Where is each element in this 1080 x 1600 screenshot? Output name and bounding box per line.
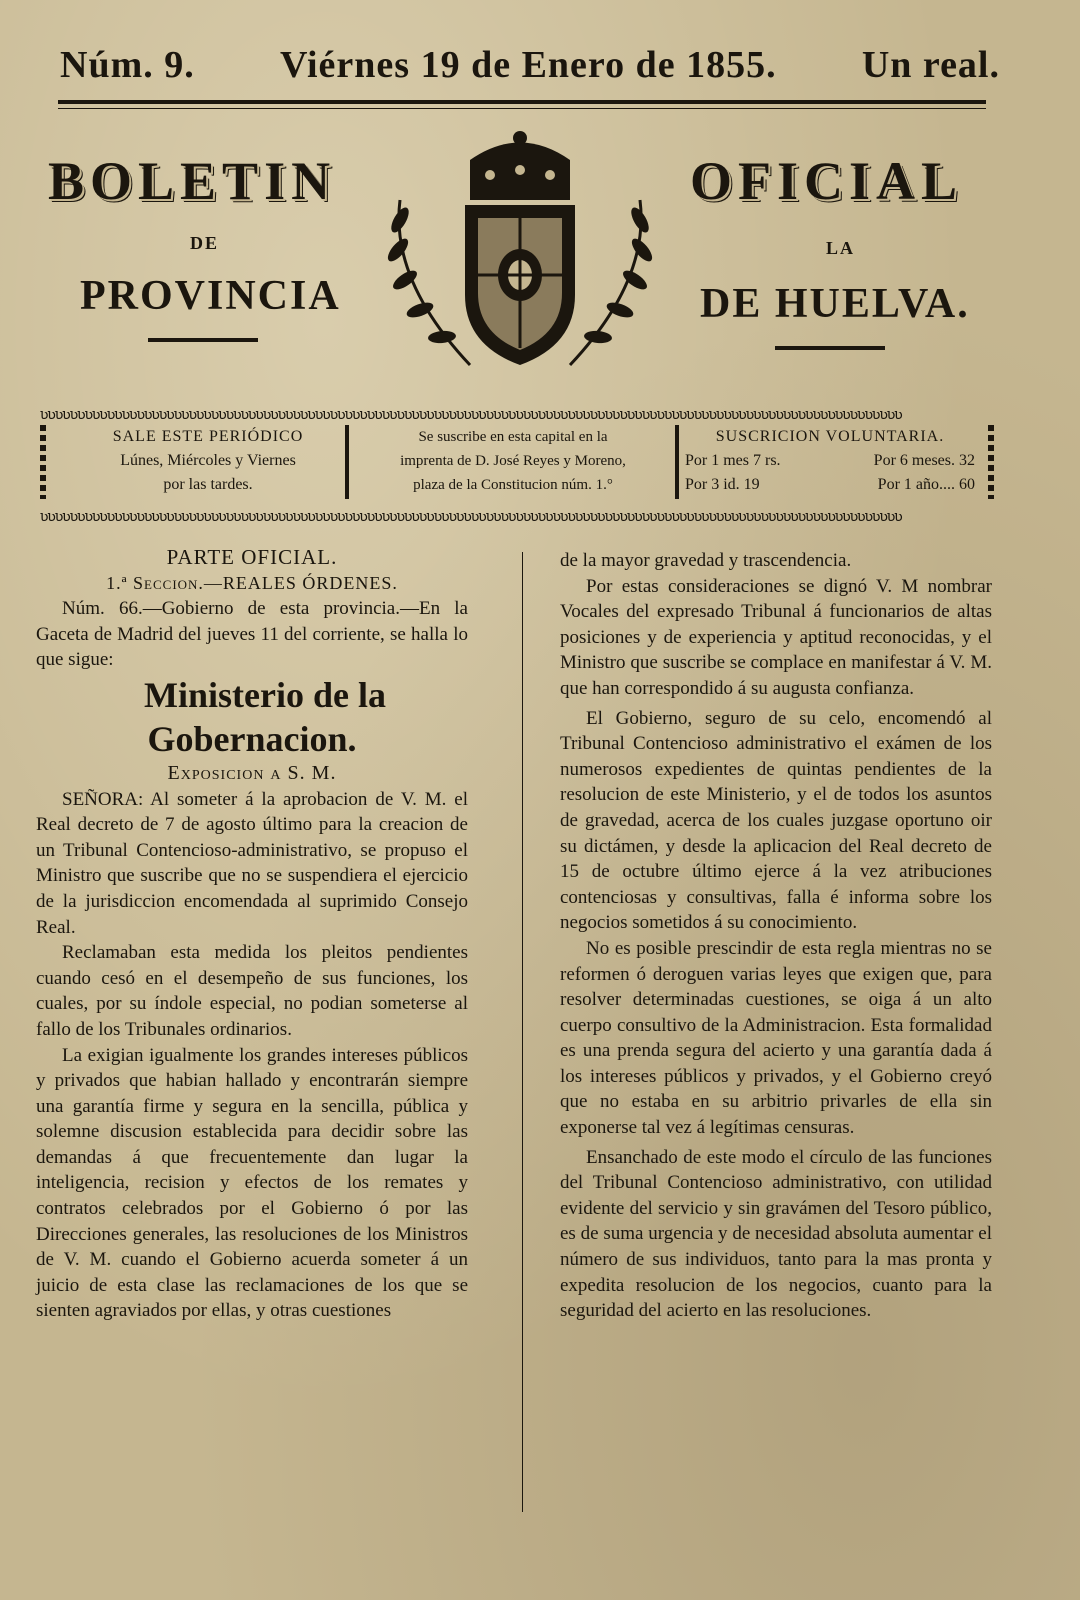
section-heading-parte-oficial: PARTE OFICIAL. xyxy=(166,545,338,569)
issue-date: Viérnes 19 de Enero de 1855. xyxy=(279,44,777,86)
royal-crest-icon xyxy=(360,130,680,380)
masthead-rule-thin xyxy=(58,108,986,109)
info-divider-2 xyxy=(675,425,679,499)
paragraph-7: Ensanchado de este modo el círculo de las funciones del Tribunal Contencioso administrativo, con utilidad evidente del servicio y sin gravámen del Tesoro público, es de suma urgencia y de necesidad absoluta aumentar el número de sus individuos, tanto para la mas pronta y expedita resolucion de los negocios, cuanto para la seguridad del acierto en las resoluciones. xyxy=(560,1146,992,1322)
ornament-border-top: ʋʋʋʋʋʋʋʋʋʋʋʋʋʋʋʋʋʋʋʋʋʋʋʋʋʋʋʋʋʋʋʋʋʋʋʋʋʋʋʋʋʋʋʋʋʋʋʋʋʋʋʋʋʋʋʋʋʋʋʋʋʋʋʋʋʋʋʋʋʋʋʋʋʋʋʋʋʋʋʋʋʋʋʋʋʋʋʋʋʋʋʋʋʋʋʋʋʋʋʋʋʋʋʋʋʋʋʋʋʋʋʋʋʋʋʋ xyxy=(40,408,902,422)
column-divider xyxy=(522,552,523,1512)
title-la: LA xyxy=(826,238,856,258)
info-right-title: SUSCRICION VOLUNTARIA. xyxy=(715,428,945,445)
info-divider-1 xyxy=(345,425,349,499)
title-provincia: PROVINCIA xyxy=(80,273,341,319)
ornament-side-right xyxy=(988,425,994,499)
info-middle-line-3: plaza de la Constitucion núm. 1.° xyxy=(413,477,613,493)
price-3-months: Por 3 id. 19 xyxy=(685,476,760,493)
ministry-heading: Ministerio de la Gobernacion. xyxy=(144,674,386,759)
price-1-month: Por 1 mes 7 rs. xyxy=(685,452,781,469)
info-subscription-prices xyxy=(685,425,975,505)
title-de-huelva: DE HUELVA. xyxy=(700,281,970,327)
info-subscribe-place xyxy=(358,425,668,505)
title-boletin: BOLETIN xyxy=(48,151,337,211)
ornament-side-left xyxy=(40,425,46,499)
masthead-line xyxy=(60,40,1000,90)
issue-number: Núm. 9. xyxy=(60,44,195,86)
paragraph-3: La exigian igualmente los grandes intereses públicos y privados que habian hallado y encontrarán siempre una garantía firme y segura en la sencilla, pública y solemne discusion establecida para decidir sobre las demandas á que frecuentemente dan lugar la inteligencia, recision y efectos de los remates y contratos celebrados por el Gobierno ó por las Direcciones generales, las resoluciones de los Ministros de V. M. cuando el Gobierno acuerda someter á un juicio de esta clase las reclamaciones de los que se sienten agraviados por ellas, y otras cuestiones xyxy=(36,1044,468,1322)
title-oficial: OFICIAL xyxy=(690,151,964,211)
section-subheading: 1.ª Seccion.—REALES ÓRDENES. xyxy=(106,572,398,593)
price-1-year: Por 1 año.... 60 xyxy=(877,476,975,493)
title-ornament-right xyxy=(775,346,885,350)
info-left-line-3: por las tardes. xyxy=(163,476,253,493)
paragraph-6: No es posible prescindir de esta regla mientras no se reformen ó deroguen varias leyes que exigen que, para resolver determinadas cuestiones, se oiga á un alto cuerpo consultivo de la Administracion. Esta formalidad es una prenda segura del acierto y una garantía dada á los intereses públicos y privados, y el Gobierno creyó que no estaba en su arbitrio privarles de ella sin exponerse tal vez á legítimas censuras. xyxy=(560,937,992,1139)
title-ornament-left xyxy=(148,338,258,342)
issue-price: Un real. xyxy=(861,44,1000,86)
exposition-heading: Exposicion a S. M. xyxy=(167,761,337,784)
paragraph-2: Reclamaban esta medida los pleitos pendientes cuando cesó en el desempeño de sus funciones, los cuales, por su índole especial, no podian someterse al fallo de los Tribunales ordinarios. xyxy=(36,942,468,1040)
info-publication-days xyxy=(58,425,358,505)
article-intro: Núm. 66.—Gobierno de esta provincia.—En la Gaceta de Madrid del jueves 11 del corriente, se halla lo que sigue: xyxy=(36,598,468,671)
info-left-line-2: Lúnes, Miércoles y Viernes xyxy=(120,452,296,469)
paragraph-1: SEÑORA: Al someter á la aprobacion de V. M. el Real decreto de 7 de agosto último para la creacion de un Tribunal Contencioso-administrativo, se propuso el Ministro que suscribe que no se suspendiera el ejercicio de la jurisdiccion encomendada al suprimido Consejo Real. xyxy=(36,788,468,938)
masthead-rule xyxy=(58,100,986,104)
info-middle-line-1: Se suscribe en esta capital en la xyxy=(418,429,608,445)
price-6-months: Por 6 meses. 32 xyxy=(873,452,975,469)
info-left-line-1: SALE ESTE PERIÓDICO xyxy=(112,428,304,445)
ornament-border-bottom: ʋʋʋʋʋʋʋʋʋʋʋʋʋʋʋʋʋʋʋʋʋʋʋʋʋʋʋʋʋʋʋʋʋʋʋʋʋʋʋʋʋʋʋʋʋʋʋʋʋʋʋʋʋʋʋʋʋʋʋʋʋʋʋʋʋʋʋʋʋʋʋʋʋʋʋʋʋʋʋʋʋʋʋʋʋʋʋʋʋʋʋʋʋʋʋʋʋʋʋʋʋʋʋʋʋʋʋʋʋʋʋʋʋʋʋʋ xyxy=(40,510,902,524)
article-column-right xyxy=(560,548,992,1324)
paragraph-3-continued: de la mayor gravedad y trascendencia. xyxy=(560,550,852,571)
article-column-left xyxy=(36,545,468,1324)
info-middle-line-2: imprenta de D. José Reyes y Moreno, xyxy=(400,453,626,469)
title-de: DE xyxy=(190,233,220,253)
subscription-info xyxy=(40,425,1000,505)
paragraph-4: Por estas consideraciones se dignó V. M nombrar Vocales del expresado Tribunal á funcionarios de altas posiciones y de experiencia y aptitud reconocidas, y el Ministro que suscribe se complace en manifestar á V. M. que han correspondido á su augusta confianza. xyxy=(560,575,992,699)
paragraph-5: El Gobierno, seguro de su celo, encomendó al Tribunal Contencioso administrativo el exámen de los numerosos expedientes de quintas pendientes de la resolucion de este Ministerio, y el de todos los asuntos de gravedad, acerca de los cuales juzgase oportuno oir su dictámen, y desde la aplicacion del Real decreto de 15 de octubre último ejerce á la vez atribuciones contenciosas y consultivas, falla é informa sobre los negocios sometidos á su conocimiento. xyxy=(560,707,992,934)
